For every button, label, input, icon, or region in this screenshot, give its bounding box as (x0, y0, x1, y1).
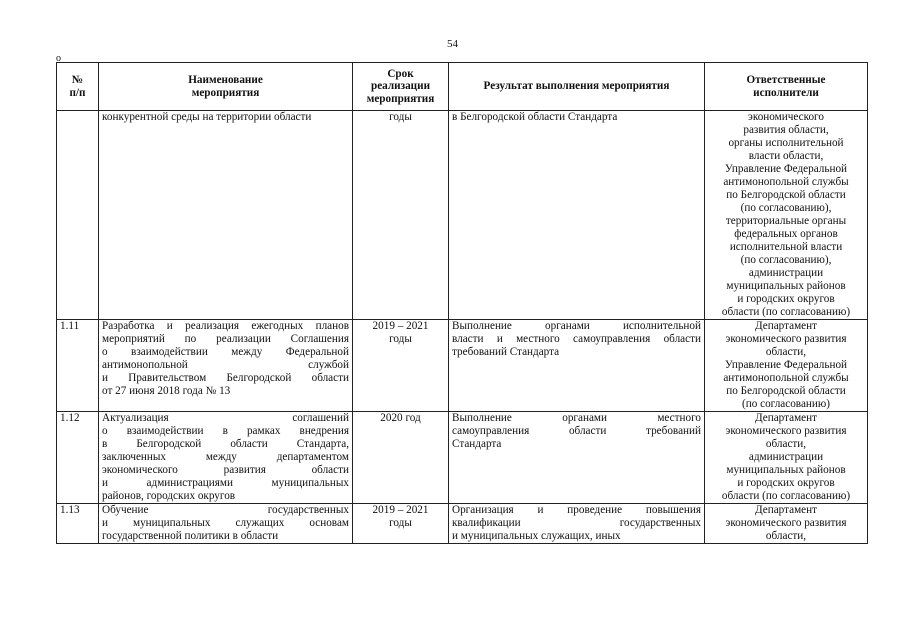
text-line: муниципальных районов (726, 280, 846, 292)
text-line: (по согласованию), (740, 254, 832, 266)
text-line: экономического (748, 111, 824, 123)
text-line: развития области, (743, 124, 829, 136)
text-line: заключенных между департаментом (102, 451, 349, 463)
table-row (57, 111, 868, 320)
text-line: и Правительством Белгородской области (102, 372, 349, 384)
text-line: экономического развития области (102, 464, 349, 476)
text-line: п/п (69, 86, 86, 99)
text-line: власти и местного самоуправления области (452, 333, 701, 345)
table-row (57, 320, 868, 412)
text-line: годы (389, 111, 412, 123)
table-row (57, 504, 868, 544)
header-name (99, 63, 353, 111)
text-line: мероприятий по реализации Соглашения (102, 333, 349, 345)
text-line: федеральных органов (734, 228, 838, 240)
measure-result (449, 412, 705, 504)
measure-responsible (705, 320, 868, 412)
text-line: области (по согласованию) (721, 306, 851, 318)
measure-name (99, 504, 353, 544)
text-line: № (71, 74, 84, 86)
text-line: территориальные органы (725, 215, 847, 227)
text-line: квалификации государственных (452, 517, 701, 529)
header-row (57, 63, 868, 111)
text-line: Управление Федеральной (724, 163, 848, 175)
text-line: и городских округов (737, 293, 835, 305)
row-number (57, 111, 99, 320)
text-line: Департамент (754, 504, 818, 516)
text-line: администрации (748, 451, 824, 463)
text-line: мероприятия (191, 86, 260, 99)
text-line: Выполнение органами исполнительной (452, 320, 701, 332)
header-responsible (705, 63, 868, 111)
text-line: экономического развития (725, 333, 847, 345)
measure-term (353, 504, 449, 544)
text-line: области, (765, 438, 807, 450)
measure-responsible (705, 412, 868, 504)
text-line: Ответственные (746, 74, 826, 86)
measure-responsible (705, 111, 868, 320)
text-line: годы (389, 333, 412, 345)
measure-result (449, 504, 705, 544)
text-line: Обучение государственных (102, 504, 349, 516)
text-line: о взаимодействии между Федеральной (102, 346, 349, 358)
measure-term (353, 320, 449, 412)
text-line: от 27 июня 2018 года № 13 (102, 385, 231, 397)
text-line: и администрациями муниципальных (102, 477, 349, 489)
text-line: государственной политики в области (102, 530, 279, 542)
text-line: органы исполнительной (728, 137, 844, 149)
text-line: области, (765, 346, 807, 358)
measures-table (56, 62, 868, 544)
text-line: Управление Федеральной (724, 359, 848, 371)
text-line: 2019 – 2021 (372, 320, 429, 332)
text-line: годы (389, 517, 412, 529)
text-line: антимонопольной службой (102, 359, 349, 371)
text-line: и муниципальных служащих основам (102, 517, 349, 529)
measure-responsible (705, 504, 868, 544)
text-line: области (по согласованию) (721, 490, 851, 502)
text-line: в Белгородской области Стандарта, (102, 438, 349, 450)
text-line: Актуализация соглашений (102, 412, 349, 424)
text-line: мероприятия (366, 92, 435, 105)
corner-mark: o (56, 53, 61, 64)
text-line: власти области, (748, 150, 824, 162)
measure-term (353, 412, 449, 504)
measure-term (353, 111, 449, 320)
text-line: самоуправления области требований (452, 425, 701, 437)
measure-name (99, 320, 353, 412)
text-line: области, (765, 530, 807, 542)
text-line: Разработка и реализация ежегодных планов (102, 320, 349, 332)
text-line: Выполнение органами местного (452, 412, 701, 424)
text-line: (по согласованию), (740, 202, 832, 214)
text-line: администрации (748, 267, 824, 279)
measure-name (99, 412, 353, 504)
header-term (353, 63, 449, 111)
text-line: районов, городских округов (102, 490, 236, 502)
row-number: 1.12 (57, 412, 99, 504)
header-num (57, 63, 99, 111)
measure-name (99, 111, 353, 320)
text-line: 2019 – 2021 (372, 504, 429, 516)
text-line: Срок (387, 67, 414, 80)
text-line: Департамент (754, 412, 818, 424)
text-line: экономического развития (725, 517, 847, 529)
text-line: по Белгородской области (726, 385, 846, 397)
text-line: муниципальных районов (726, 464, 846, 476)
text-line: Результат выполнения мероприятия (483, 80, 670, 93)
text-line: конкурентной среды на территории области (102, 111, 312, 123)
text-line: исполнители (753, 86, 819, 99)
text-line: реализации (370, 80, 431, 93)
text-line: Департамент (754, 320, 818, 332)
row-number: 1.11 (57, 320, 99, 412)
text-line: (по согласованию) (742, 398, 830, 410)
text-line: в Белгородской области Стандарта (452, 111, 618, 123)
text-line: экономического развития (725, 425, 847, 437)
page-number: 54 (447, 38, 458, 50)
text-line: о взаимодействии в рамках внедрения (102, 425, 349, 437)
text-line: Организация и проведение повышения (452, 504, 701, 516)
text-line: антимонопольной службы (723, 372, 849, 384)
text-line: Стандарта (452, 438, 502, 450)
row-number: 1.13 (57, 504, 99, 544)
text-line: Наименование (188, 74, 263, 86)
text-line: по Белгородской области (726, 189, 846, 201)
text-line: и муниципальных служащих, иных (452, 530, 621, 542)
text-line: 2020 год (380, 412, 421, 424)
table-row (57, 412, 868, 504)
text-line: исполнительной власти (729, 241, 843, 253)
measure-result (449, 111, 705, 320)
text-line: требований Стандарта (452, 346, 560, 358)
header-result (449, 63, 705, 111)
text-line: антимонопольной службы (723, 176, 849, 188)
text-line: и городских округов (737, 477, 835, 489)
measure-result (449, 320, 705, 412)
